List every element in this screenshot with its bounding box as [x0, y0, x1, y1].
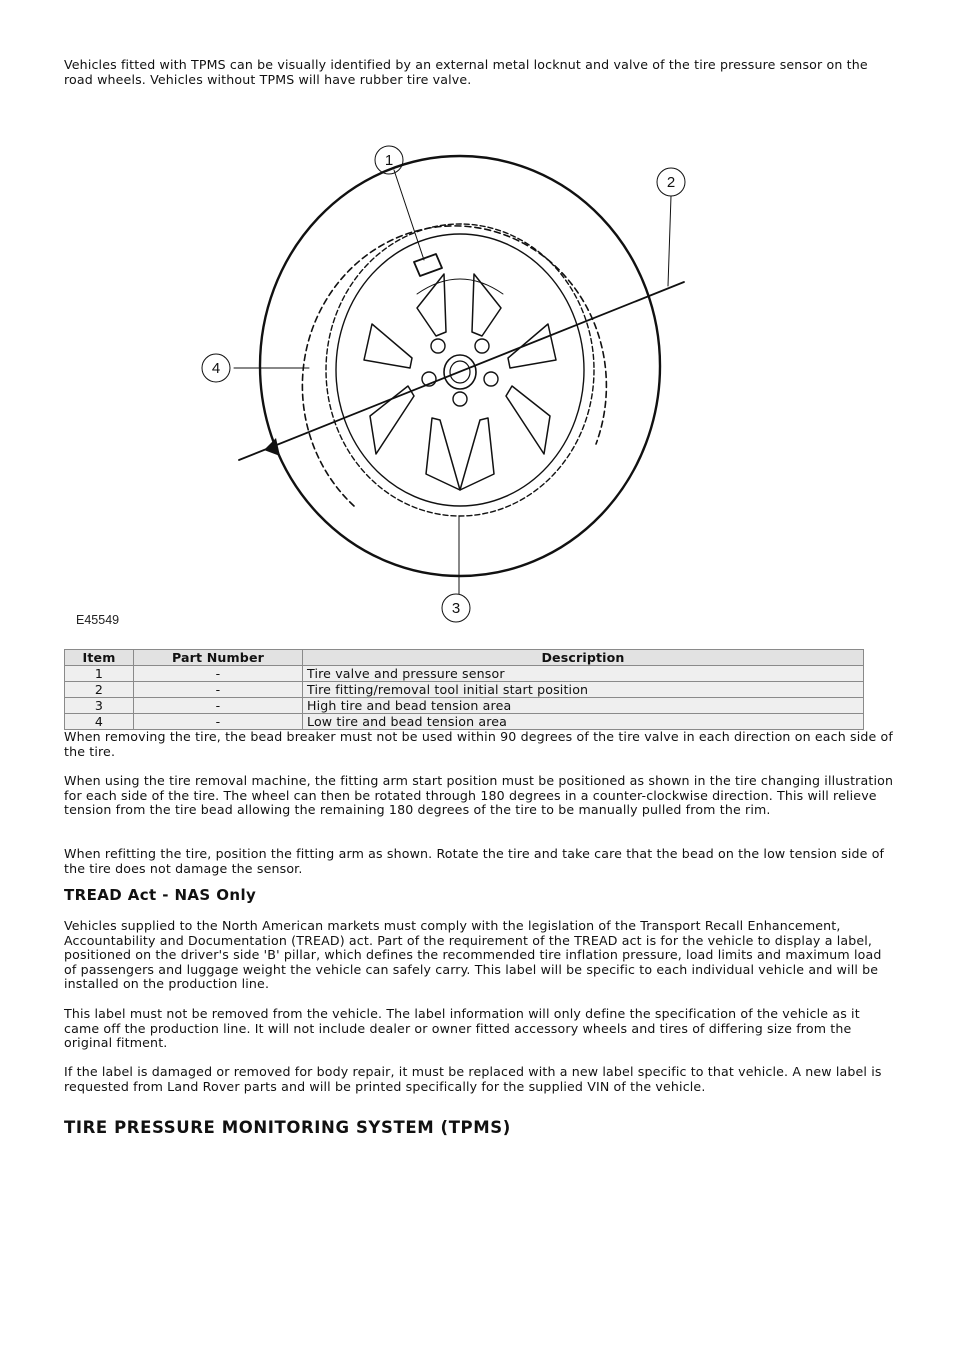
table-row	[65, 666, 864, 682]
table-row	[65, 714, 864, 730]
cell-desc: Low tire and bead tension area	[303, 714, 864, 730]
callout-4: 4	[211, 360, 221, 377]
low-tension-dash	[302, 226, 606, 506]
callout-1: 1	[384, 152, 394, 169]
header-description: Description	[303, 650, 864, 666]
tpms-heading: TIRE PRESSURE MONITORING SYSTEM (TPMS)	[64, 1118, 511, 1137]
callout-3: 3	[451, 600, 461, 617]
header-part-number: Part Number	[134, 650, 303, 666]
tread-paragraph-2: This label must not be removed from the vehicle. The label information will only define the specification of the vehicle as it came off the production line. It will not include dealer or owner fitted accessory wheels and tires of differing size from the original fitment.	[64, 1006, 860, 1051]
tread-paragraph-3: If the label is damaged or removed for body repair, it must be replaced with a new label specific to that vehicle. A new label is requested from Land Rover parts and will be printed specifically for the supplied VIN of the vehicle.	[64, 1064, 882, 1094]
header-item: Item	[65, 650, 134, 666]
cell-item: 2	[65, 682, 134, 698]
tread-act-heading: TREAD Act - NAS Only	[64, 886, 257, 904]
cell-item: 1	[65, 666, 134, 682]
table-row	[65, 698, 864, 714]
cell-item: 3	[65, 698, 134, 714]
tread-paragraph-1: Vehicles supplied to the North American markets must comply with the legislation of the Transport Recall Enhancement, Accountability and Documentation (TREAD) act. Part of the requirement of the TREAD act is for the vehicle to display a label, positioned on the driver's side 'B' pillar, which defines the recommended tire inflation pressure, load limits and maximum load of passengers and luggage weight the vehicle can safely carry. This label will be specific to each individual vehicle and will be installed on the production line.	[64, 918, 882, 992]
callout-2: 2	[666, 174, 676, 191]
removal-machine-paragraph: When using the tire removal machine, the fitting arm start position must be positioned as shown in the tire changing illustration for each side of the tire. The wheel can then be rotated through 180 degrees in a counter-clockwise direction. This will relieve tension from the tire bead allowing the remaining 180 degrees of the tire to be manually pulled from the rim.	[64, 773, 894, 818]
cell-desc: Tire fitting/removal tool initial start position	[303, 682, 864, 698]
spoke-openings	[364, 274, 556, 490]
cell-part: -	[134, 714, 303, 730]
wheel-diagram	[64, 134, 894, 634]
cell-part: -	[134, 698, 303, 714]
cell-desc: High tire and bead tension area	[303, 698, 864, 714]
rim-inner	[336, 234, 584, 506]
valve-sensor	[414, 254, 442, 276]
rim-outer	[326, 224, 594, 516]
figure-id: E45549	[76, 613, 120, 627]
fitting-tool-line	[239, 282, 684, 460]
cell-item: 4	[65, 714, 134, 730]
tire-outer	[260, 156, 660, 576]
refitting-paragraph: When refitting the tire, position the fitting arm as shown. Rotate the tire and take care that the bead on the low tension side of the tire does not damage the sensor.	[64, 846, 885, 876]
cell-desc: Tire valve and pressure sensor	[303, 666, 864, 682]
table-row	[65, 682, 864, 698]
parts-table	[64, 649, 864, 730]
intro-paragraph: Vehicles fitted with TPMS can be visually identified by an external metal locknut and valve of the tire pressure sensor on the road wheels. Vehicles without TPMS will have rubber tire valve.	[64, 57, 868, 87]
cell-part: -	[134, 666, 303, 682]
cell-part: -	[134, 682, 303, 698]
tire-changing-illustration	[64, 134, 894, 634]
table-header-row	[65, 650, 864, 666]
bead-breaker-paragraph: When removing the tire, the bead breaker must not be used within 90 degrees of the tire valve in each direction on each side of the tire.	[64, 729, 893, 759]
